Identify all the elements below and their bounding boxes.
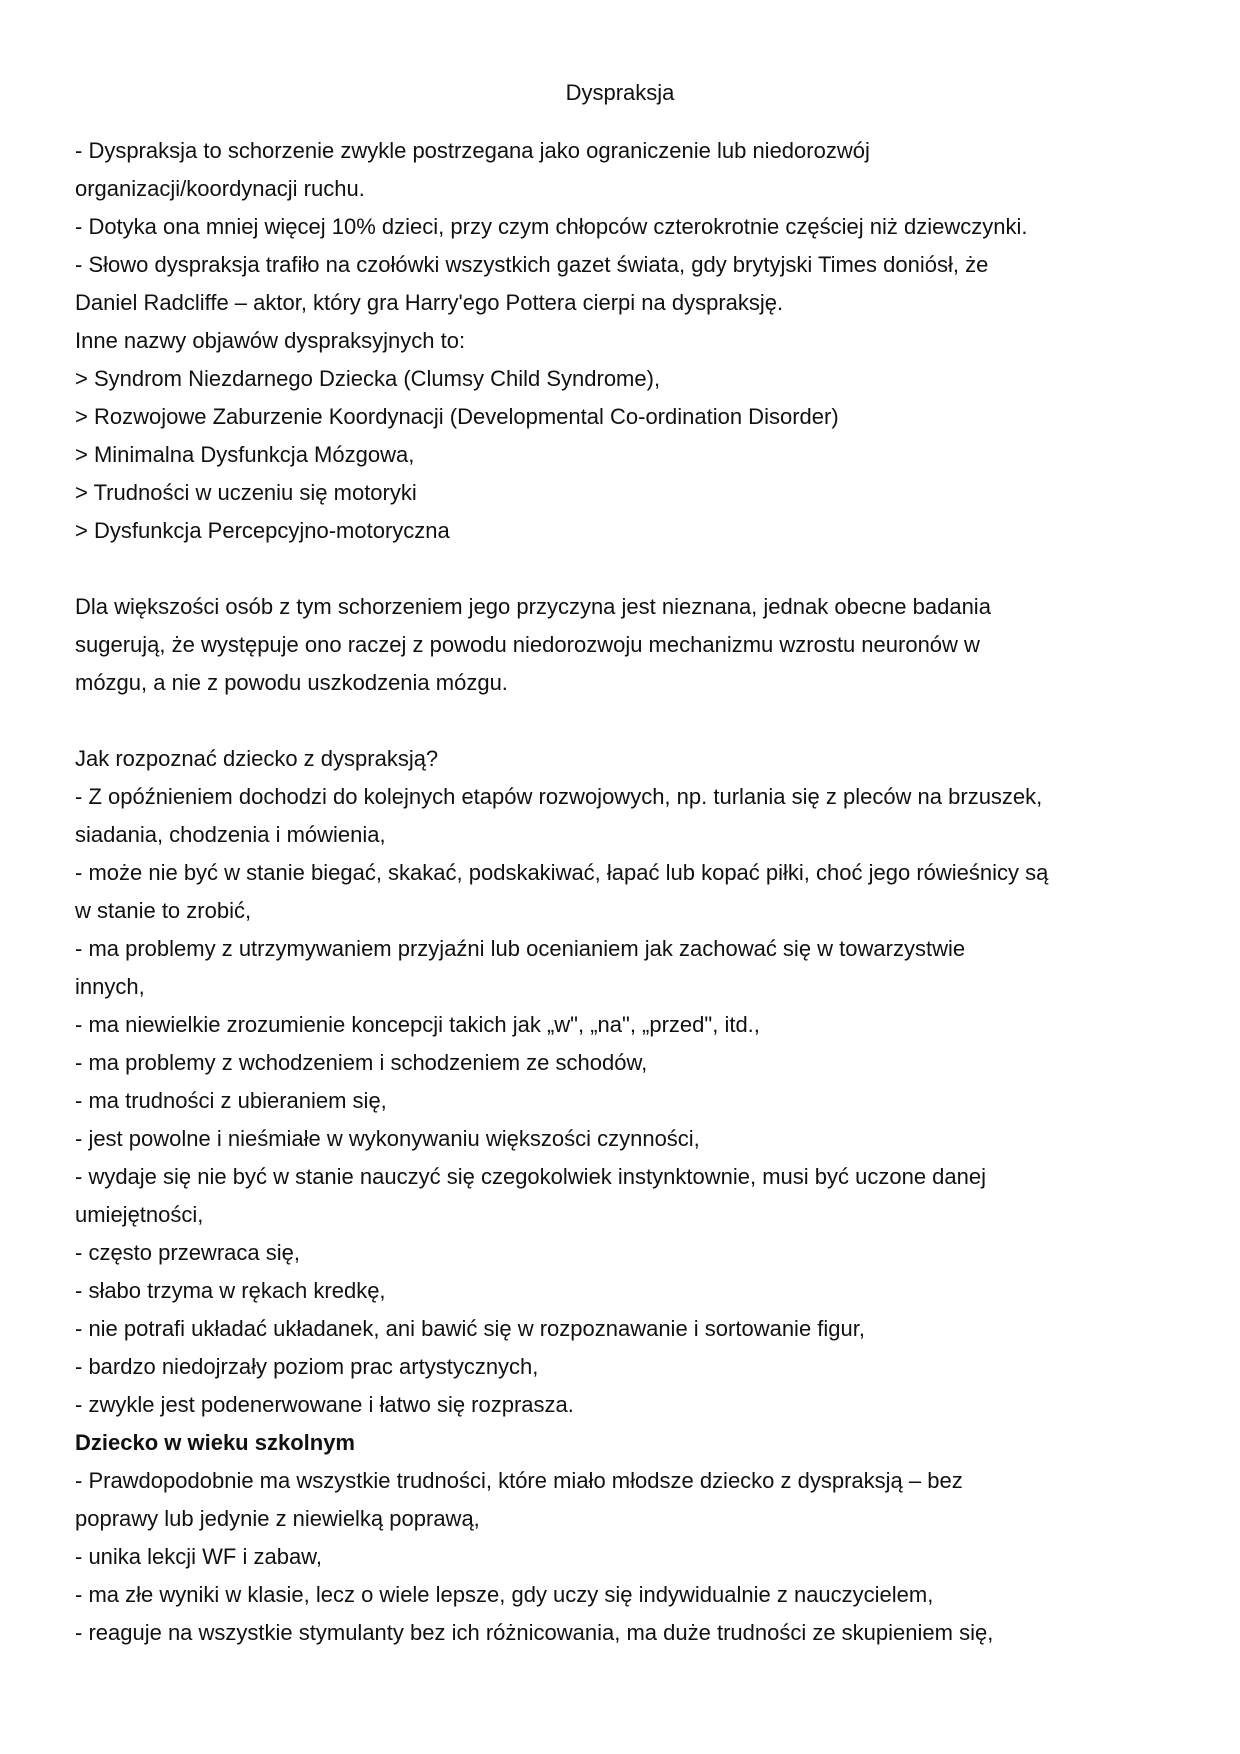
list-item: - Z opóźnieniem dochodzi do kolejnych etapów rozwojowych, np. turlania się z pleców na brzuszek, xyxy=(75,784,1043,809)
text-line: - Dotyka ona mniej więcej 10% dzieci, przy czym chłopców czterokrotnie częściej niż dziewczynki. xyxy=(75,214,1028,239)
list-item: - ma trudności z ubieraniem się, xyxy=(75,1088,387,1113)
paragraph-gap xyxy=(75,550,1175,588)
list-item: siadania, chodzenia i mówienia, xyxy=(75,822,386,847)
list-item: > Trudności w uczeniu się motoryki xyxy=(75,480,417,505)
text-line: Daniel Radcliffe – aktor, który gra Harry'ego Pottera cierpi na dyspraksję. xyxy=(75,290,784,315)
list-item: - wydaje się nie być w stanie nauczyć się czegokolwiek instynktownie, musi być uczone danej xyxy=(75,1164,986,1189)
section-heading: Dziecko w wieku szkolnym xyxy=(75,1430,355,1455)
list-item: poprawy lub jedynie z niewielką poprawą, xyxy=(75,1506,480,1531)
text-line: - Słowo dyspraksja trafiło na czołówki wszystkich gazet świata, gdy brytyjski Times doniósł, że xyxy=(75,252,989,277)
list-item: - zwykle jest podenerwowane i łatwo się rozprasza. xyxy=(75,1392,574,1417)
list-item: - unika lekcji WF i zabaw, xyxy=(75,1544,322,1569)
list-item: - często przewraca się, xyxy=(75,1240,300,1265)
list-item: umiejętności, xyxy=(75,1202,204,1227)
list-item: - ma problemy z wchodzeniem i schodzeniem ze schodów, xyxy=(75,1050,648,1075)
list-item: w stanie to zrobić, xyxy=(75,898,252,923)
list-item: - ma niewielkie zrozumienie koncepcji takich jak „w", „na", „przed", itd., xyxy=(75,1012,760,1037)
text-line: Inne nazwy objawów dyspraksyjnych to: xyxy=(75,328,466,353)
list-item: - ma problemy z utrzymywaniem przyjaźni lub ocenianiem jak zachować się w towarzystwie xyxy=(75,936,966,961)
text-line: - Dyspraksja to schorzenie zwykle postrzegana jako ograniczenie lub niedorozwój xyxy=(75,138,870,163)
text-line: organizacji/koordynacji ruchu. xyxy=(75,176,365,201)
text-line: sugerują, że występuje ono raczej z powodu niedorozwoju mechanizmu wzrostu neuronów w xyxy=(75,632,980,657)
document-title: Dyspraksja xyxy=(565,80,675,105)
list-item: - ma złe wyniki w klasie, lecz o wiele lepsze, gdy uczy się indywidualnie z nauczycielem, xyxy=(75,1582,934,1607)
paragraph-gap xyxy=(75,702,1175,740)
list-item: > Rozwojowe Zaburzenie Koordynacji (Developmental Co-ordination Disorder) xyxy=(75,404,839,429)
text-line: Dla większości osób z tym schorzeniem jego przyczyna jest nieznana, jednak obecne badania xyxy=(75,594,991,619)
list-item: - bardzo niedojrzały poziom prac artystycznych, xyxy=(75,1354,539,1379)
list-item: > Syndrom Niezdarnego Dziecka (Clumsy Child Syndrome), xyxy=(75,366,661,391)
list-item: - nie potrafi układać układanek, ani bawić się w rozpoznawanie i sortowanie figur, xyxy=(75,1316,865,1341)
list-item: innych, xyxy=(75,974,145,999)
text-line: mózgu, a nie z powodu uszkodzenia mózgu. xyxy=(75,670,508,695)
list-item: - jest powolne i nieśmiałe w wykonywaniu większości czynności, xyxy=(75,1126,700,1151)
list-item: - Prawdopodobnie ma wszystkie trudności, które miało młodsze dziecko z dyspraksją – bez xyxy=(75,1468,963,1493)
list-item: - reaguje na wszystkie stymulanty bez ich różnicowania, ma duże trudności ze skupieniem się, xyxy=(75,1620,994,1645)
list-item: - może nie być w stanie biegać, skakać, podskakiwać, łapać lub kopać piłki, choć jego rówieśnicy są xyxy=(75,860,1049,885)
list-item: - słabo trzyma w rękach kredkę, xyxy=(75,1278,386,1303)
list-item: > Dysfunkcja Percepcyjno-motoryczna xyxy=(75,518,450,543)
list-item: > Minimalna Dysfunkcja Mózgowa, xyxy=(75,442,415,467)
document-body xyxy=(75,132,1175,1652)
section-question: Jak rozpoznać dziecko z dyspraksją? xyxy=(75,746,439,771)
